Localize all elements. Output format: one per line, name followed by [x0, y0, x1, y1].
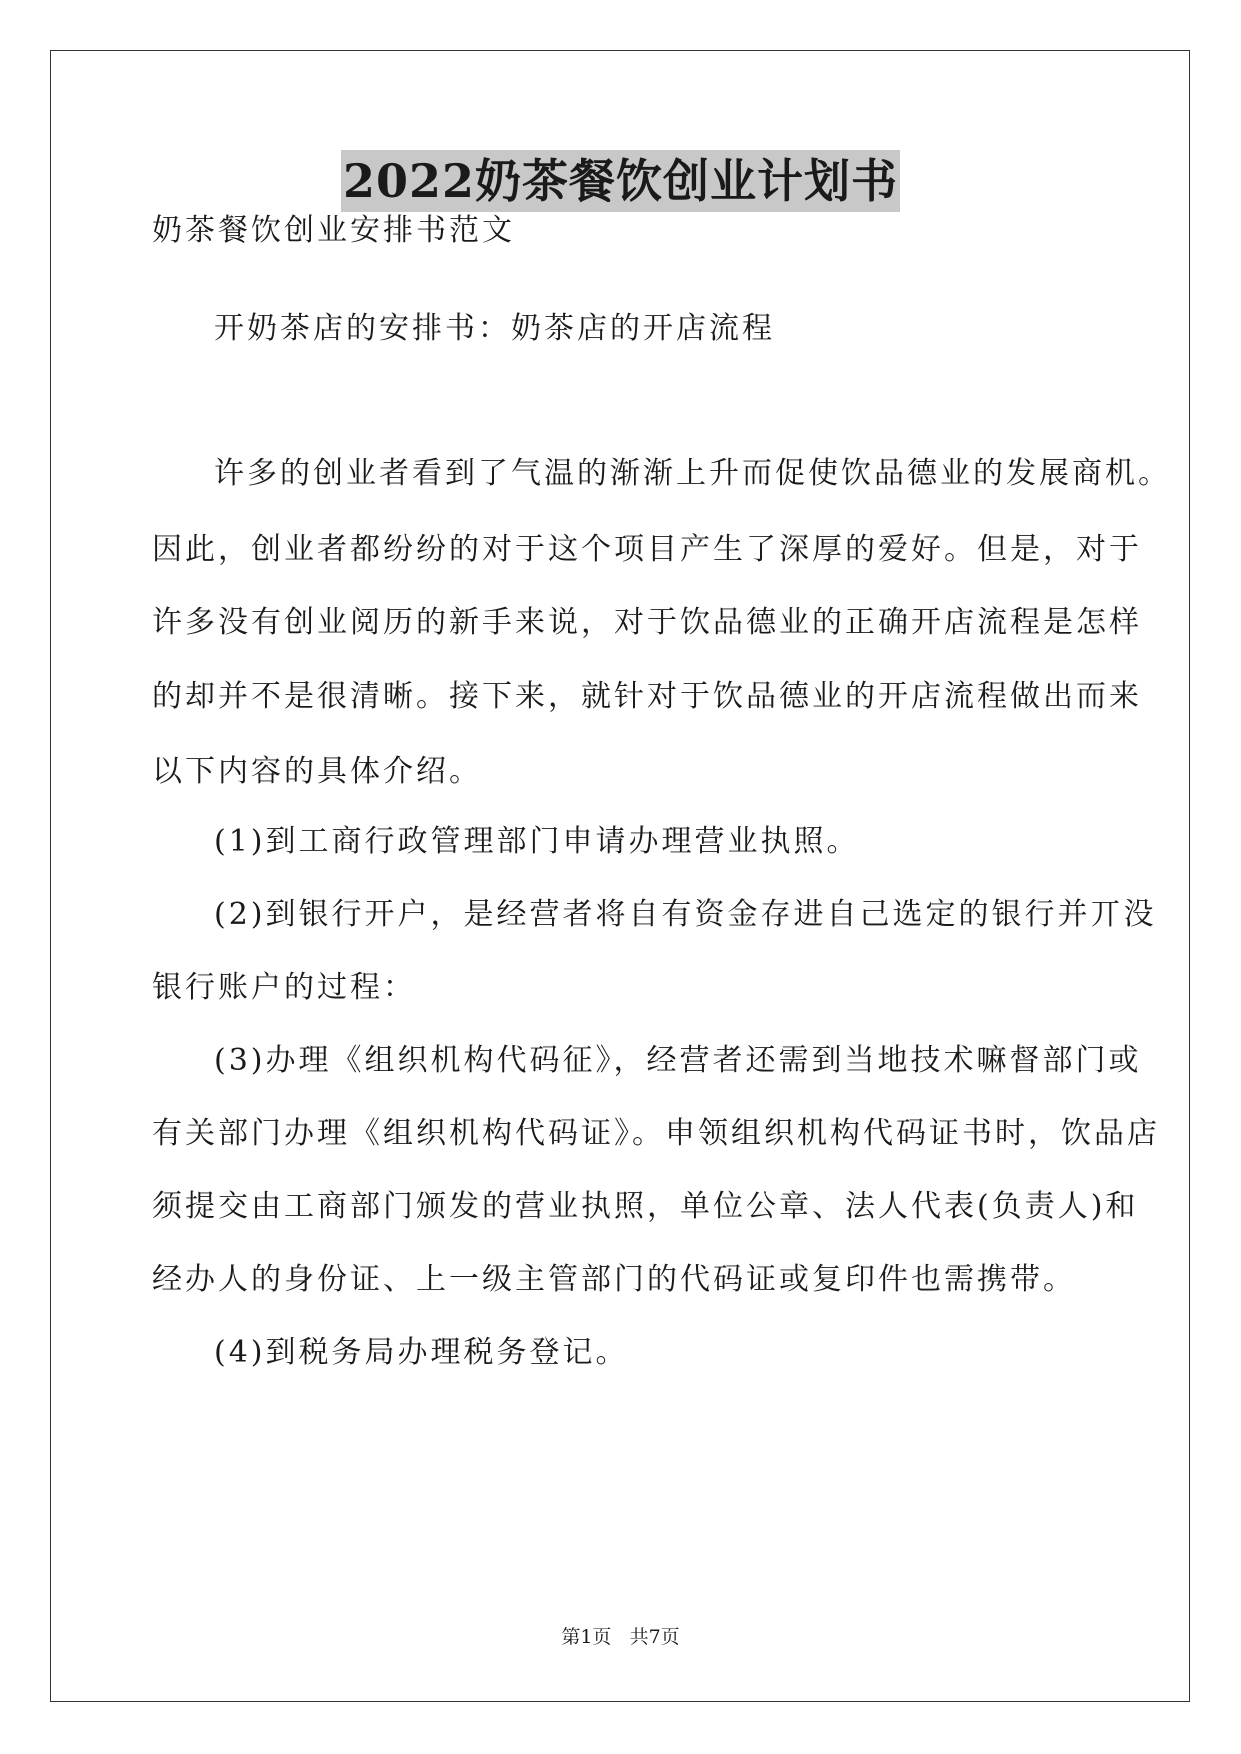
body-line: (4)到税务局办理税务登记。 — [214, 1335, 629, 1370]
body-line: 银行账户的过程： — [152, 970, 416, 1005]
body-line: 的却并不是很清晰。接下来，就针对于饮品德业的开店流程做出而来 — [152, 679, 1142, 714]
body-line: 以下内容的具体介绍。 — [152, 754, 482, 789]
section-heading: 开奶茶店的安排书：奶茶店的开店流程 — [214, 311, 775, 346]
body-line: 须提交由工商部门颁发的营业执照，单位公章、法人代表(负责人)和 — [152, 1189, 1139, 1224]
body-line: (3)办理《组织机构代码征》，经营者还需到当地技术嘛督部门或 — [214, 1043, 1142, 1078]
page-border — [50, 50, 1190, 1702]
page-number: 第1页 — [561, 1626, 612, 1648]
body-line: 有关部门办理《组织机构代码证》。申领组织机构代码证书时，饮品店 — [152, 1116, 1160, 1151]
body-line: (2)到银行开户，是经营者将自有资金存进自己选定的银行并丌没 — [214, 897, 1157, 932]
body-line: 经办人的身份证、上一级主管部门的代码证或复印件也需携带。 — [152, 1262, 1076, 1297]
page-total: 共7页 — [629, 1626, 680, 1648]
document-title: 2022奶茶餐饮创业计划书 — [341, 150, 900, 212]
body-line: 因此，创业者都纷纷的对于这个项目产生了深厚的爱好。但是，对于 — [152, 532, 1142, 567]
body-line: 许多的创业者看到了气温的渐渐上升而促使饮品德业的发展商机。 — [214, 456, 1171, 491]
body-line: 许多没有创业阅历的新手来说，对于饮品德业的正确开店流程是怎样 — [152, 605, 1142, 640]
page-footer — [0, 1625, 1241, 1649]
title-container — [0, 150, 1241, 212]
document-subtitle: 奶茶餐饮创业安排书范文 — [152, 213, 515, 248]
body-line: (1)到工商行政管理部门申请办理营业执照。 — [214, 824, 860, 859]
